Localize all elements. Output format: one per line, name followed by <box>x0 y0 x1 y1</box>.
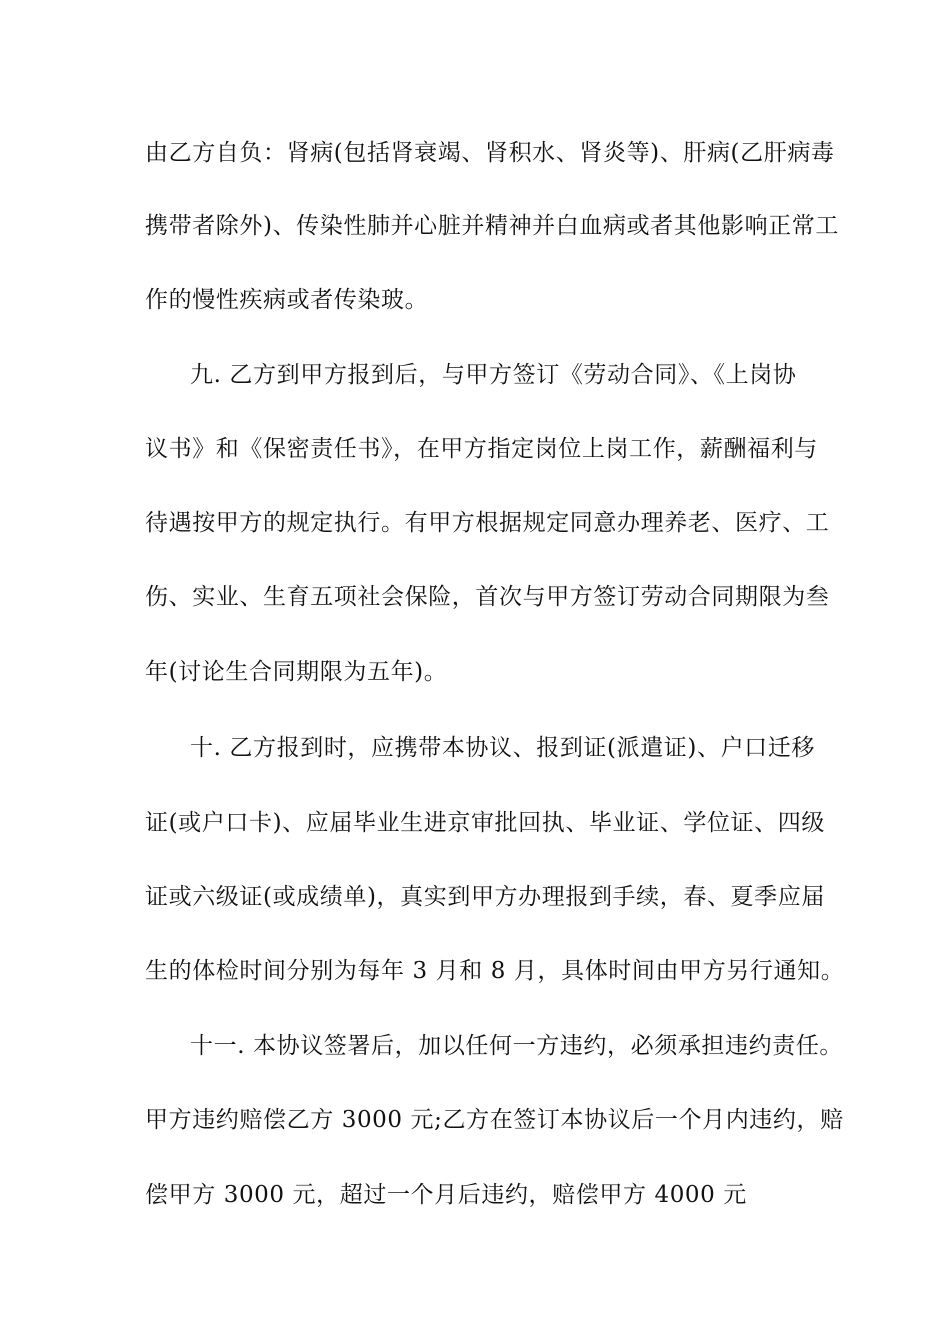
clause-11-heading-line: 十一. 本协议签署后，加以任何一方违约，必须承担违约责任。 <box>190 1033 844 1059</box>
text-line: 伤、实业、生育五项社会保险，首次与甲方签订劳动合同期限为叁 <box>145 584 830 610</box>
text-line: 甲方违约赔偿乙方 3000 元;乙方在签订本协议后一个月内违约，赔 <box>145 1107 844 1133</box>
text-line: 偿甲方 3000 元，超过一个月后违约，赔偿甲方 4000 元 <box>145 1182 747 1208</box>
text-line: 议书》和《保密责任书》，在甲方指定岗位上岗工作，薪酬福利与 <box>145 436 818 462</box>
clause-9-heading-line: 九. 乙方到甲方报到后，与甲方签订《劳动合同》、《上岗协 <box>190 362 797 388</box>
text-line: 证或六级证(或成绩单)，真实到甲方办理报到手续，春、夏季应届 <box>145 884 825 910</box>
text-line: 年(讨论生合同期限为五年)。 <box>145 659 448 685</box>
text-line: 证(或户口卡)、应届毕业生进京审批回执、毕业证、学位证、四级 <box>145 810 825 836</box>
text-line: 作的慢性疾病或者传染玻。 <box>145 287 429 313</box>
text-line: 由乙方自负：肾病(包括肾衰竭、肾积水、肾炎等)、肝病(乙肝病毒 <box>145 140 835 166</box>
text-line: 待遇按甲方的规定执行。有甲方根据规定同意办理养老、医疗、工 <box>145 510 830 536</box>
text-line: 生的体检时间分别为每年 3 月和 8 月，具体时间由甲方另行通知。 <box>145 958 845 984</box>
text-line: 携带者除外)、传染性肺并心脏并精神并白血病或者其他影响正常工 <box>145 213 839 239</box>
clause-10-heading-line: 十. 乙方报到时，应携带本协议、报到证(派遣证)、户口迁移 <box>190 735 815 761</box>
